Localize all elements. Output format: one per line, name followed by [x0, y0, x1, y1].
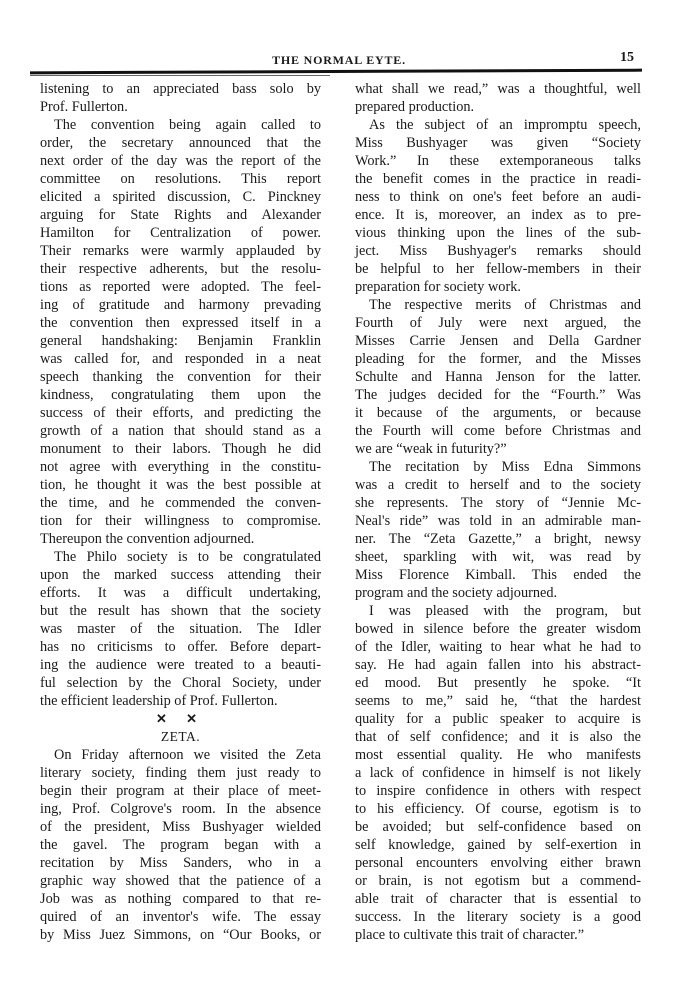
- paragraph: [355, 80, 641, 116]
- text-line: self knowledge, gained by self-exertion in: [355, 837, 641, 853]
- text-line: has no criticisms to offer. Before depart-: [40, 639, 321, 655]
- paragraph: [40, 116, 321, 548]
- text-line: sheet, sparkling with wit, was read by: [355, 549, 641, 565]
- text-line: but the result has shown that the society: [40, 603, 321, 619]
- text-line: their respective adherents, but the resolu-: [40, 261, 321, 277]
- text-line: of the Idler, waiting to hear what he had to: [355, 639, 641, 655]
- text-line: tion, he thought it was the best possible at: [40, 477, 321, 493]
- text-line: ing the audience were treated to a beauti-: [40, 657, 321, 673]
- text-line: ence. It is, moreover, an index as to pre-: [355, 207, 641, 223]
- text-line: bowed in silence before the greater wisdom: [355, 621, 641, 637]
- text-line: we are “weak in futurity?”: [355, 441, 507, 457]
- text-line: was a credit to herself and to the society: [355, 477, 641, 493]
- text-line: be avoided; but self-confidence based on: [355, 819, 641, 835]
- text-line: quality for a public speaker to acquire is: [355, 711, 641, 727]
- text-line: ing of gratitude and harmony prevading: [40, 297, 321, 313]
- section-ornament: ✕ ✕: [155, 711, 206, 726]
- text-line: recitation by Miss Sanders, who in a: [40, 855, 321, 871]
- text-line: ness to think on one's feet before an audi-: [355, 189, 641, 205]
- text-line: success. In the literary society is a good: [355, 909, 641, 925]
- text-line: be helpful to her fellow-members in their: [355, 261, 641, 277]
- text-line: listening to an appreciated bass solo by: [40, 81, 321, 97]
- text-line: ject. Miss Bushyager's remarks should: [355, 243, 641, 259]
- page-number: 15: [620, 50, 634, 65]
- text-line: general handshaking: Benjamin Franklin: [40, 333, 321, 349]
- text-line: the Fourth will come before Christmas and: [355, 423, 641, 439]
- text-line: I was pleased with the program, but: [369, 603, 641, 619]
- text-line: the gavel. The program began with a: [40, 837, 321, 853]
- text-line: The recitation by Miss Edna Simmons: [369, 459, 641, 475]
- text-line: The respective merits of Christmas and: [369, 297, 641, 313]
- text-line: monument to their labors. Though he did: [40, 441, 321, 457]
- paragraph: [40, 746, 321, 944]
- text-line: that of self confidence; and it is also the: [355, 729, 641, 745]
- text-line: success of their efforts, and predicting the: [40, 405, 321, 421]
- header-rule-thin: [30, 75, 330, 76]
- text-line: Miss Bushyager was given “Society: [355, 135, 641, 151]
- text-line: what shall we read,” was a thoughtful, well: [355, 81, 641, 97]
- text-line: ner. The “Zeta Gazette,” a bright, newsy: [355, 531, 641, 547]
- paragraph: [355, 296, 641, 458]
- text-line: was called for, and responded in a neat: [40, 351, 321, 367]
- text-line: the convention then expressed itself in a: [40, 315, 321, 331]
- text-line: efforts. It was a difficult undertaking,: [40, 585, 321, 601]
- text-line: begin their program at their place of meet-: [40, 783, 321, 799]
- text-line: ful selection by the Choral Society, under: [40, 675, 321, 691]
- text-line: prepared production.: [355, 99, 475, 115]
- text-line: quired of an inventor's wife. The essay: [40, 909, 321, 925]
- text-line: upon the marked success attending their: [40, 567, 321, 583]
- text-line: tion for their willingness to compromise.: [40, 513, 321, 529]
- text-line: The judges decided for the “Fourth.” Was: [355, 387, 641, 403]
- text-line: growth of a nation that should stand as a: [40, 423, 321, 439]
- text-line: say. He had again fallen into his abstract-: [355, 657, 641, 673]
- text-line: the benefit comes in the practice in readi-: [355, 171, 641, 187]
- paragraph: [355, 602, 641, 944]
- text-line: Schulte and Hanna Jenson for the latter.: [355, 369, 641, 385]
- text-line: not agree with everything in the constitu-: [40, 459, 321, 475]
- text-line: the efficient leadership of Prof. Fullerton.: [40, 693, 278, 709]
- text-line: literary society, finding them just ready to: [40, 765, 321, 781]
- text-line: place to cultivate this trait of character.”: [355, 927, 585, 943]
- text-line: she represents. The story of “Jennie Mc-: [355, 495, 641, 511]
- text-line: committee on resolutions. This report: [40, 171, 321, 187]
- running-head: [36, 50, 642, 70]
- text-line: Their remarks were warmly applauded by: [40, 243, 321, 259]
- text-line: able trait of character that is essential to: [355, 891, 641, 907]
- right-column: [355, 80, 641, 944]
- text-line: next order of the day was the report of the: [40, 153, 321, 169]
- paragraph: [40, 80, 321, 116]
- text-line: The convention being again called to: [54, 117, 321, 133]
- text-line: vious thinking upon the lines of the sub-: [355, 225, 641, 241]
- text-line: elicited a spirited discussion, C. Pinckney: [40, 189, 321, 205]
- text-line: of the president, Miss Bushyager wielded: [40, 819, 321, 835]
- section-heading-zeta: ZETA.: [160, 729, 201, 744]
- text-line: or brain, is not egotism but a commend-: [355, 873, 641, 889]
- text-line: Work.” In these extemporaneous talks: [355, 153, 641, 169]
- paragraph: [355, 116, 641, 296]
- text-line: the time, and he commended the conven-: [40, 495, 321, 511]
- left-column: [40, 80, 321, 944]
- text-line: As the subject of an impromptu speech,: [369, 117, 641, 133]
- text-line: was master of the situation. The Idler: [40, 621, 321, 637]
- text-line: ing, Prof. Colgrove's room. In the absence: [40, 801, 321, 817]
- text-line: it because of the arguments, or because: [355, 405, 641, 421]
- text-line: ed mood. But presently he spoke. “It: [355, 675, 641, 691]
- paragraph: [40, 548, 321, 710]
- text-line: Miss Florence Kimball. This ended the: [355, 567, 641, 583]
- text-line: Hamilton for Centralization of power.: [40, 225, 321, 241]
- text-line: program and the society adjourned.: [355, 585, 558, 601]
- text-line: tions as reported were adopted. The feel-: [40, 279, 321, 295]
- text-line: most essential quality. He who manifests: [355, 747, 641, 763]
- text-line: speech thanking the convention for their: [40, 369, 321, 385]
- text-line: personal encounters envolving either brawn: [355, 855, 641, 871]
- text-line: preparation for society work.: [355, 279, 521, 295]
- text-line: Prof. Fullerton.: [40, 99, 128, 115]
- text-line: Neal's ride” was told in an admirable man-: [355, 513, 641, 529]
- text-line: Misses Carrie Jensen and Della Gardner: [355, 333, 641, 349]
- running-title: THE NORMAL EYTE.: [272, 53, 406, 67]
- text-line: graphic way showed that the patience of a: [40, 873, 321, 889]
- text-line: On Friday afternoon we visited the Zeta: [54, 747, 321, 763]
- text-line: pleading for the former, and the Misses: [355, 351, 641, 367]
- text-line: seems to me,” said he, “that the hardest: [355, 693, 641, 709]
- text-line: to inspire confidence in others with respect: [355, 783, 641, 799]
- text-line: to his efficiency. Of course, egotism is to: [355, 801, 641, 817]
- paragraph: [355, 458, 641, 602]
- text-line: a lack of confidence in himself is not likely: [355, 765, 641, 781]
- text-line: Job was as nothing compared to that re-: [40, 891, 321, 907]
- text-line: Fourth of July were next argued, the: [355, 315, 641, 331]
- text-line: arguing for State Rights and Alexander: [40, 207, 321, 223]
- text-line: kindness, congratulating them upon the: [40, 387, 321, 403]
- text-line: by Miss Juez Simmons, on “Our Books, or: [40, 927, 321, 943]
- text-line: Thereupon the convention adjourned.: [40, 531, 255, 547]
- text-line: The Philo society is to be congratulated: [54, 549, 321, 565]
- text-line: order, the secretary announced that the: [40, 135, 321, 151]
